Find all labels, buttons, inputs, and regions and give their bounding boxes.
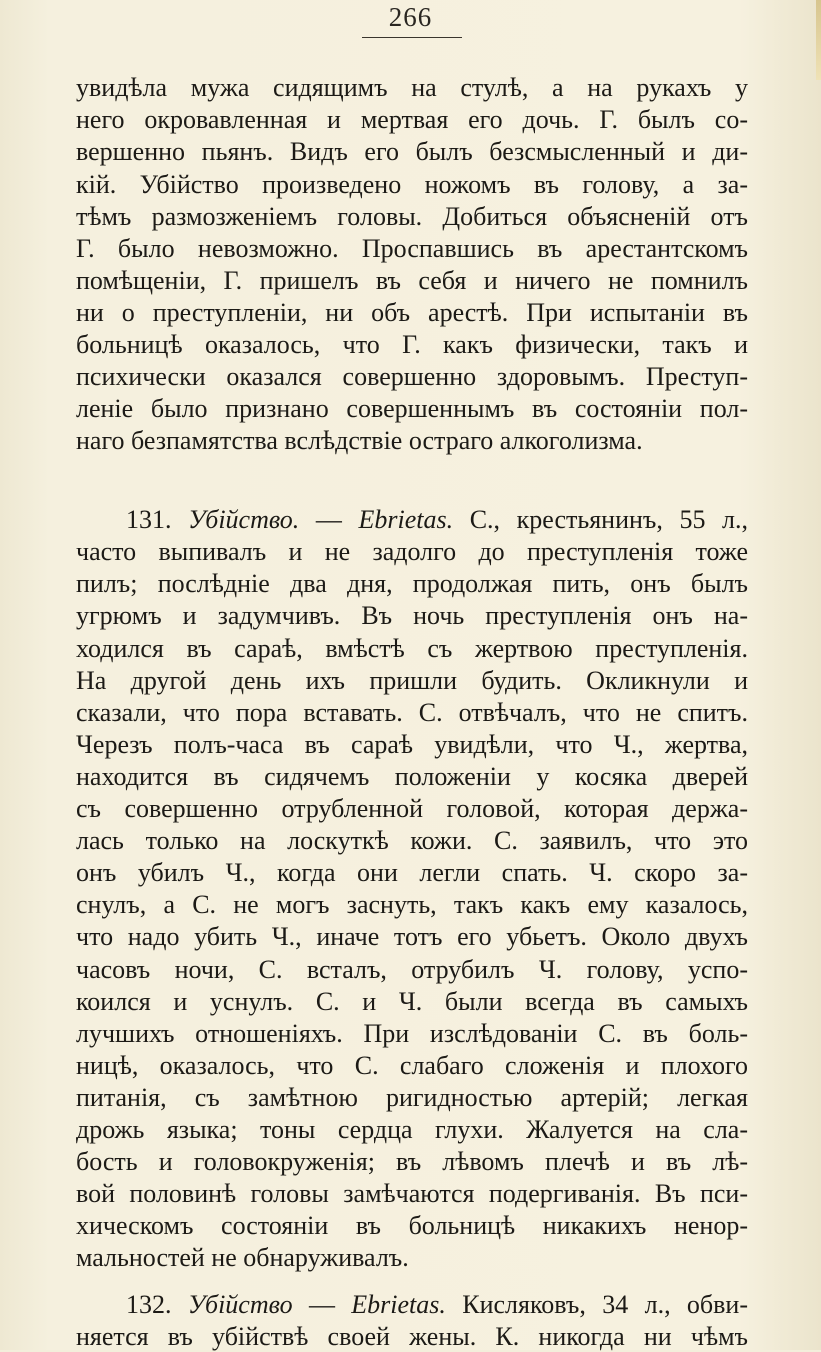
text-line: угрюмъ и задумчивъ. Въ ночь преступленія онъ на- bbox=[76, 601, 748, 630]
case-cause: Ebrietas. bbox=[358, 505, 454, 534]
text-line: бость и головокруженія; въ лѣвомъ плечѣ и въ лѣ- bbox=[76, 1147, 748, 1176]
heading-rest: С., крестьянинъ, 55 л., bbox=[469, 505, 749, 534]
text-line: вершенно пьянъ. Видъ его былъ безсмысленный и ди- bbox=[76, 137, 748, 166]
case-title: Убійство bbox=[187, 1290, 293, 1319]
case-number: 132. bbox=[126, 1290, 172, 1319]
text-line: ницѣ, оказалось, что С. слабаго сложенія и плохого bbox=[76, 1051, 748, 1080]
text-line: дрожь языка; тоны сердца глухи. Жалуется на сла- bbox=[76, 1115, 748, 1144]
case-cause: Ebrietas. bbox=[351, 1290, 446, 1319]
text-line: больницѣ оказалось, что Г. какъ физически, такъ и bbox=[76, 330, 748, 359]
text-line: помѣщеніи, Г. пришелъ въ себя и ничего не помнилъ bbox=[76, 266, 748, 295]
text-line: тѣмъ размозженіемъ головы. Добиться объясненій отъ bbox=[76, 202, 748, 231]
text-line: пилъ; послѣдніе два дня, продолжая пить, онъ былъ bbox=[76, 569, 748, 598]
text-line: лучшихъ отношеніяхъ. При изслѣдованіи С. въ боль- bbox=[76, 1019, 748, 1048]
text-line: кій. Убійство произведено ножомъ въ голову, а за- bbox=[76, 170, 748, 199]
heading-dash: — bbox=[308, 1290, 335, 1319]
text-line: мальностей не обнаруживалъ. bbox=[76, 1243, 409, 1272]
text-line: леніе было признано совершеннымъ въ состояніи пол- bbox=[76, 394, 748, 423]
text-line: снулъ, а С. не могъ заснуть, такъ какъ ему казалось, bbox=[76, 890, 748, 919]
text-line: ни о преступленіи, ни объ арестѣ. При испытаніи въ bbox=[76, 298, 748, 327]
header-rule bbox=[362, 37, 462, 38]
text-line: лась только на лоскуткѣ кожи. С. заявилъ, что это bbox=[76, 826, 748, 855]
text-line: часовъ ночи, С. всталъ, отрубилъ Ч. голову, успо- bbox=[76, 955, 748, 984]
heading-rest: Кисляковъ, 34 л., обви- bbox=[462, 1290, 749, 1319]
text-line: На другой день ихъ пришли будить. Окликнули и bbox=[76, 666, 748, 695]
text-line: коился и уснулъ. С. и Ч. были всегда въ самыхъ bbox=[76, 987, 748, 1016]
text-line: Черезъ полъ-часа въ сараѣ увидѣли, что Ч., жертва, bbox=[76, 730, 748, 759]
text-line: увидѣла мужа сидящимъ на стулѣ, а на рукахъ у bbox=[76, 73, 748, 102]
text-line: часто выпивалъ и не задолго до преступленія тоже bbox=[76, 537, 748, 566]
text-line: онъ убилъ Ч., когда они легли спать. Ч. скоро за- bbox=[76, 858, 748, 887]
case-number: 131. bbox=[126, 505, 172, 534]
text-line: сказали, что пора вставать. С. отвѣчалъ, что не спитъ. bbox=[76, 698, 748, 727]
case-title: Убійство. bbox=[188, 505, 300, 534]
text-line: хическомъ состояніи въ больницѣ никакихъ ненор- bbox=[76, 1211, 748, 1240]
text-line: находится въ сидячемъ положеніи у косяка дверей bbox=[76, 762, 748, 791]
text-line: наго безпамятства вслѣдствіе остраго алкоголизма. bbox=[76, 426, 643, 455]
text-line: съ совершенно отрубленной головой, которая держа- bbox=[76, 794, 748, 823]
text-line: Г. было невозможно. Проспавшись въ арестантскомъ bbox=[76, 234, 748, 263]
text-line: няется въ убійствѣ своей жены. К. никогда ни чѣмъ bbox=[76, 1322, 748, 1351]
text-line: вой половинѣ головы замѣчаются подергиванія. Въ пси- bbox=[76, 1179, 748, 1208]
text-line: питанія, съ замѣтною ригидностью артерій; легкая bbox=[76, 1083, 748, 1112]
text-line: психически оказался совершенно здоровымъ. Преступ- bbox=[76, 362, 748, 391]
heading-dash: — bbox=[315, 505, 342, 534]
text-line: ходился въ сараѣ, вмѣстѣ съ жертвою преступленія. bbox=[76, 634, 748, 663]
text-line: что надо убить Ч., иначе тотъ его убьетъ. Около двухъ bbox=[76, 922, 748, 951]
page-number: 266 bbox=[388, 2, 433, 32]
case-heading-line bbox=[126, 1290, 748, 1320]
case-heading-line bbox=[126, 505, 748, 535]
text-line: него окровавленная и мертвая его дочь. Г. былъ со- bbox=[76, 105, 748, 134]
